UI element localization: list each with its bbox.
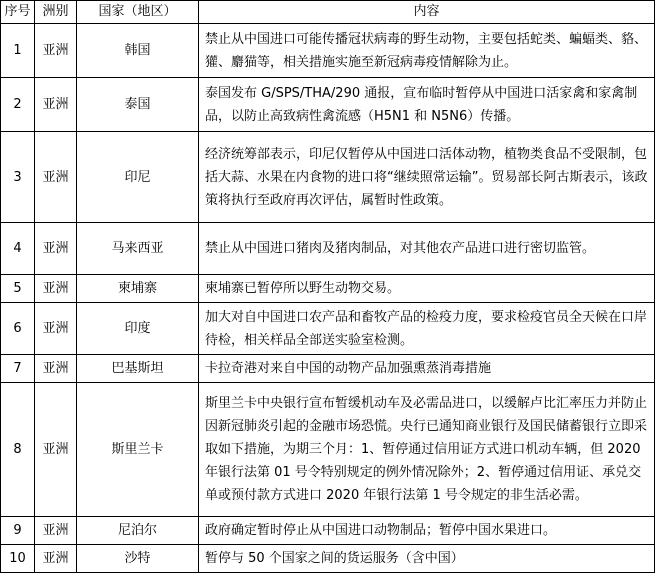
table-row (1, 132, 655, 223)
continent-cell: 亚洲 (35, 303, 77, 355)
table-row (1, 383, 655, 517)
seq-cell: 8 (1, 383, 35, 517)
continent-cell: 亚洲 (35, 78, 77, 132)
content-cell: 加大对自中国进口农产品和畜牧产品的检疫力度，要求检疫官员全天候在口岸待检，相关样品全部送实验室检测。 (199, 303, 655, 355)
content-cell: 斯里兰卡中央银行宣布暂缓机动车及必需品进口，以缓解卢比汇率压力并防止因新冠肺炎引起的金融市场恐慌。央行已通知商业银行及国民储蓄银行立即采取如下措施，为期三个月：1、暂停通过信用证方式进口机动车辆，但 2020 年银行法第 01 号令特别规定的例外情况除外；2、暂停通过信用证、承兑交单或预付款方式进口 2020 年银行法第 1 号令规定的非生活必需。 (199, 383, 655, 517)
seq-cell: 5 (1, 275, 35, 303)
country-cell: 韩国 (77, 24, 199, 78)
content-cell: 柬埔寨已暂停所以野生动物交易。 (199, 275, 655, 303)
header-seq: 序号 (1, 1, 35, 24)
country-cell: 马来西亚 (77, 223, 199, 275)
seq-cell: 3 (1, 132, 35, 223)
seq-cell: 10 (1, 545, 35, 573)
country-cell: 印尼 (77, 132, 199, 223)
table-row (1, 275, 655, 303)
continent-cell: 亚洲 (35, 275, 77, 303)
seq-cell: 4 (1, 223, 35, 275)
table-row (1, 545, 655, 573)
country-cell: 巴基斯坦 (77, 355, 199, 383)
header-country: 国家（地区） (77, 1, 199, 24)
seq-cell: 2 (1, 78, 35, 132)
table-row (1, 303, 655, 355)
content-cell: 卡拉奇港对来自中国的动物产品加强熏蒸消毒措施 (199, 355, 655, 383)
content-cell: 禁止从中国进口猪肉及猪肉制品，对其他农产品进口进行密切监管。 (199, 223, 655, 275)
header-content: 内容 (199, 1, 655, 24)
table-row (1, 517, 655, 545)
content-cell: 政府确定暂时停止从中国进口动物制品；暂停中国水果进口。 (199, 517, 655, 545)
content-cell: 禁止从中国进口可能传播冠状病毒的野生动物，主要包括蛇类、蝙蝠类、貉、獾、麝猫等，相关措施实施至新冠病毒疫情解除为止。 (199, 24, 655, 78)
table-row (1, 24, 655, 78)
seq-cell: 9 (1, 517, 35, 545)
header-row (1, 1, 655, 24)
continent-cell: 亚洲 (35, 223, 77, 275)
country-cell: 印度 (77, 303, 199, 355)
content-cell: 泰国发布 G/SPS/THA/290 通报，宣布临时暂停从中国进口活家禽和家禽制品，以防止高致病性禽流感（H5N1 和 N5N6）传播。 (199, 78, 655, 132)
continent-cell: 亚洲 (35, 24, 77, 78)
country-cell: 斯里兰卡 (77, 383, 199, 517)
seq-cell: 6 (1, 303, 35, 355)
continent-cell: 亚洲 (35, 355, 77, 383)
continent-cell: 亚洲 (35, 517, 77, 545)
table-row (1, 355, 655, 383)
seq-cell: 7 (1, 355, 35, 383)
country-cell: 泰国 (77, 78, 199, 132)
country-cell: 尼泊尔 (77, 517, 199, 545)
header-continent: 洲别 (35, 1, 77, 24)
content-cell: 经济统筹部表示，印尼仅暂停从中国进口活体动物，植物类食品不受限制，包括大蒜、水果在内食物的进口将“继续照常运输”。贸易部长阿古斯表示，该政策将执行至政府再次评估，属暂时性政策。 (199, 132, 655, 223)
table-row (1, 223, 655, 275)
continent-cell: 亚洲 (35, 383, 77, 517)
continent-cell: 亚洲 (35, 545, 77, 573)
content-cell: 暂停与 50 个国家之间的货运服务（含中国） (199, 545, 655, 573)
continent-cell: 亚洲 (35, 132, 77, 223)
table-row (1, 78, 655, 132)
country-cell: 柬埔寨 (77, 275, 199, 303)
country-cell: 沙特 (77, 545, 199, 573)
seq-cell: 1 (1, 24, 35, 78)
